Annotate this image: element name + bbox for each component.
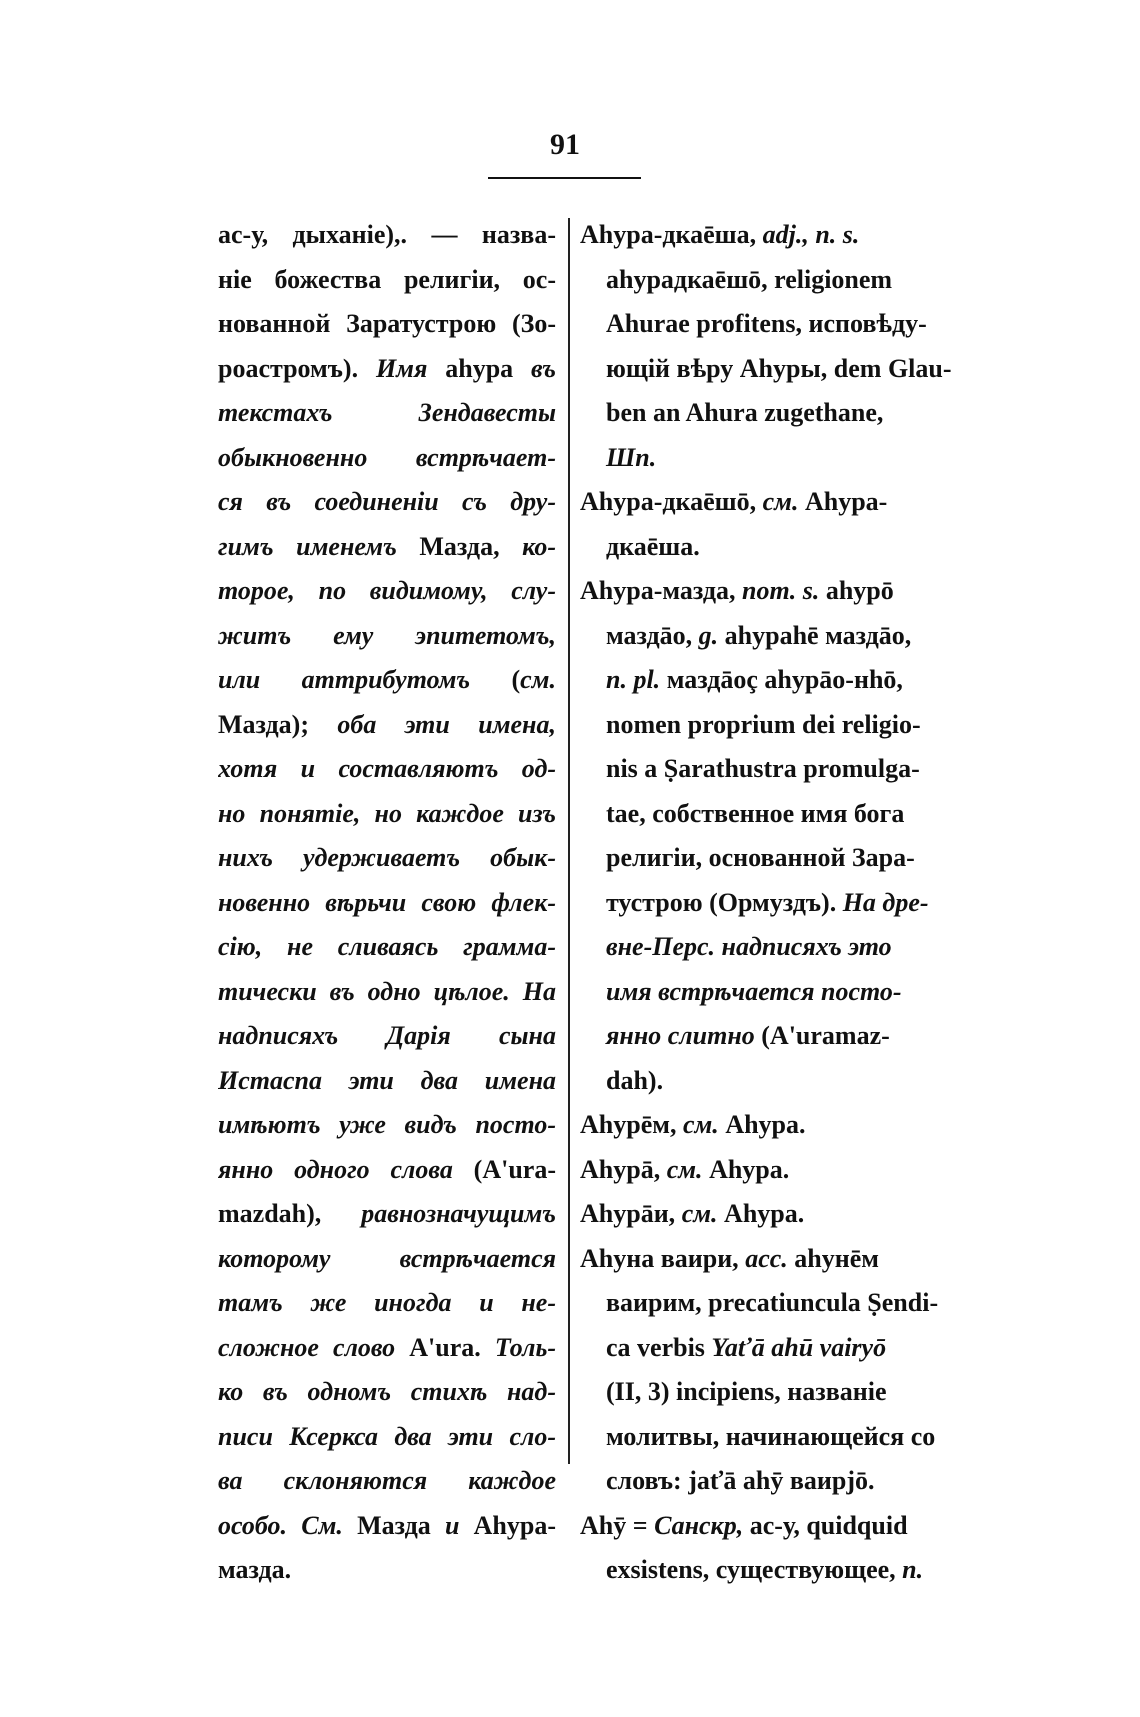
text-span: янно слитно	[606, 1021, 755, 1050]
text-span: имя встрѣчается посто-	[606, 976, 902, 1006]
text-span: nis a Ṣarathustra promulga-	[606, 754, 920, 783]
left-text-line	[218, 881, 556, 926]
text-span: роастромъ).	[218, 353, 376, 383]
text-span: см.	[681, 1199, 718, 1228]
text-span: аhураhē маздāо,	[718, 620, 912, 650]
entry-continuation-line	[580, 1281, 952, 1326]
left-text-line	[218, 213, 556, 258]
text-span: сію, не сливаясь грамма-	[218, 932, 556, 961]
entry-continuation-line	[580, 1415, 952, 1460]
text-span: тически въ одно цѣлое. На	[218, 976, 556, 1006]
text-span: ca verbis	[606, 1332, 712, 1362]
text-span: Имя	[375, 353, 428, 383]
text-span: Мазда	[342, 1510, 445, 1540]
right-column	[580, 213, 952, 1593]
text-span: mazdah),	[218, 1199, 362, 1228]
text-span: равнозначущимъ	[361, 1199, 556, 1228]
entry-headword-line	[580, 213, 952, 258]
left-text-line	[218, 792, 556, 837]
text-span: Мазда);	[218, 709, 338, 739]
text-span: маздāоç аhурāо-нhō,	[660, 665, 903, 694]
text-span: см.	[682, 1110, 719, 1139]
left-text-line	[218, 1548, 556, 1593]
entry-continuation-line	[580, 1459, 952, 1504]
text-span: аhурадкаēшō, religionem	[606, 264, 893, 294]
entry-headword-line	[580, 1504, 952, 1549]
left-text-line	[218, 970, 556, 1015]
text-span: словъ: jаťā аhӯ ваирjō.	[606, 1466, 875, 1495]
text-span: exsistens, существующее,	[606, 1555, 903, 1584]
left-text-line	[218, 391, 556, 436]
entry-continuation-line	[580, 1548, 952, 1593]
text-span: (	[470, 665, 521, 694]
text-span: оба эти имена,	[337, 709, 556, 739]
left-text-line	[218, 436, 556, 481]
text-span: особо. См.	[218, 1510, 343, 1540]
text-span: acc.	[745, 1243, 788, 1273]
text-span: янно одного слова	[218, 1154, 453, 1184]
entry-continuation-line	[580, 258, 952, 303]
text-span: аhунēм	[787, 1243, 879, 1273]
text-span: Аhурā,	[580, 1154, 667, 1184]
text-span: Аhурēм,	[580, 1110, 683, 1139]
entry-continuation-line	[580, 1370, 952, 1415]
left-text-line	[218, 1237, 556, 1282]
text-span: торое, по видимому, слу-	[218, 576, 556, 605]
text-span: (II, 3) incipiens, названіе	[606, 1377, 887, 1406]
left-text-line	[218, 925, 556, 970]
text-span: ben an Ahura zugethane,	[606, 398, 884, 427]
entry-continuation-line	[580, 1326, 952, 1371]
text-span: Мазда,	[396, 531, 523, 561]
text-span: ко въ одномъ стихѣ над-	[218, 1377, 556, 1406]
entry-continuation-line	[580, 391, 952, 436]
left-text-line	[218, 614, 556, 659]
left-text-line	[218, 1192, 556, 1237]
text-span: но понятіе, но каждое изъ	[218, 798, 556, 828]
text-span: Аhура.	[718, 1110, 806, 1139]
text-span: сложное слово	[218, 1332, 396, 1362]
page-number: 91	[550, 128, 580, 161]
entry-continuation-line	[580, 658, 952, 703]
text-span: надписяхъ Дарія сына	[218, 1021, 556, 1050]
left-text-line	[218, 1415, 556, 1460]
left-text-line	[218, 703, 556, 748]
entry-continuation-line	[580, 347, 952, 392]
left-text-line	[218, 1014, 556, 1059]
left-text-line	[218, 1326, 556, 1371]
entry-headword-line	[580, 569, 952, 614]
text-span: dah).	[606, 1065, 664, 1095]
entry-headword-line	[580, 1192, 952, 1237]
text-span: tae, собственное имя бога	[606, 798, 905, 828]
text-span: A'ura.	[395, 1332, 495, 1362]
text-span: Аhӯ =	[580, 1510, 655, 1540]
entry-continuation-line	[580, 436, 952, 481]
text-span: Аhура-	[459, 1510, 556, 1540]
text-span: Шп.	[606, 442, 657, 472]
text-span: Аhура-мазда,	[580, 576, 743, 605]
text-span: ас-у, quidquid	[743, 1510, 908, 1540]
left-text-line	[218, 1504, 556, 1549]
text-span: тамъ же иногда и не-	[218, 1288, 556, 1317]
left-text-line	[218, 480, 556, 525]
text-span: ваирим, precatiuncula Ṣendi-	[606, 1288, 939, 1317]
entry-continuation-line	[580, 302, 952, 347]
text-span: житъ ему эпитетомъ,	[218, 620, 556, 650]
left-text-line	[218, 747, 556, 792]
text-span: ющій вѣру Аhуры, dem Glau-	[606, 353, 952, 383]
text-span: (A'uramaz-	[754, 1021, 890, 1050]
text-span: Аhура.	[702, 1154, 790, 1184]
text-span: adj., n. s.	[762, 220, 860, 249]
text-span: Аhура-	[798, 487, 888, 516]
text-span: см.	[520, 665, 556, 694]
text-span: гимъ именемъ	[218, 531, 397, 561]
text-span: аhура	[427, 353, 532, 383]
text-span: g.	[698, 620, 719, 650]
text-span: текстахъ Зендавесты	[218, 398, 556, 427]
text-span: религіи, основанной Зара-	[606, 843, 915, 872]
text-span: ко-	[522, 531, 556, 561]
entry-headword-line	[580, 480, 952, 525]
entry-continuation-line	[580, 703, 952, 748]
text-span: нихъ удерживаетъ обык-	[218, 843, 556, 872]
text-span: Ahurae profitens, исповѣду-	[606, 309, 927, 338]
text-span: ся въ соединеніи съ дру-	[218, 487, 556, 516]
text-span: ніе божества религіи, ос-	[218, 264, 556, 294]
text-span: n.	[902, 1555, 924, 1584]
entry-continuation-line	[580, 925, 952, 970]
entry-continuation-line	[580, 525, 952, 570]
left-text-line	[218, 525, 556, 570]
left-text-line	[218, 347, 556, 392]
text-span: дкаēша.	[606, 531, 700, 561]
text-span: молитвы, начинающейся со	[606, 1421, 936, 1451]
entry-headword-line	[580, 1103, 952, 1148]
left-text-line	[218, 569, 556, 614]
left-text-line	[218, 1103, 556, 1148]
text-span: имѣютъ уже видъ посто-	[218, 1110, 556, 1139]
text-span: Аhура-дкаēшō,	[580, 487, 763, 516]
left-text-line	[218, 1459, 556, 1504]
entry-continuation-line	[580, 792, 952, 837]
entry-continuation-line	[580, 614, 952, 659]
text-span: писи Ксеркса два эти сло-	[218, 1421, 556, 1451]
entry-headword-line	[580, 1148, 952, 1193]
entry-continuation-line	[580, 1014, 952, 1059]
column-divider	[568, 218, 570, 1464]
left-text-line	[218, 658, 556, 703]
entry-continuation-line	[580, 1059, 952, 1104]
left-text-line	[218, 302, 556, 347]
text-span: Аhуна ваири,	[580, 1243, 746, 1273]
text-span: и	[444, 1510, 460, 1540]
text-span: или аттрибутомъ	[218, 665, 471, 694]
text-span: хотя и составляютъ од-	[218, 754, 556, 783]
text-span: мазда.	[218, 1555, 292, 1584]
text-span: см.	[762, 487, 799, 516]
text-span: nom. s.	[742, 576, 820, 605]
text-span: Санскр,	[654, 1510, 744, 1540]
text-span: которому встрѣчается	[218, 1243, 556, 1273]
entry-continuation-line	[580, 970, 952, 1015]
text-span: n. pl.	[606, 665, 661, 694]
left-text-line	[218, 1059, 556, 1104]
text-span: тустрою (Ормуздъ).	[606, 887, 843, 917]
text-span: Истаспа эти два имена	[218, 1065, 556, 1095]
entry-headword-line	[580, 1237, 952, 1282]
entry-continuation-line	[580, 747, 952, 792]
text-span: см.	[666, 1154, 703, 1184]
text-span: ва склоняются каждое	[218, 1466, 556, 1495]
text-span: вне-Перс. надписяхъ это	[606, 932, 892, 961]
text-span: (A'ura-	[452, 1154, 556, 1184]
text-span: Yaťā ahū vairyō	[711, 1332, 887, 1362]
left-text-line	[218, 1281, 556, 1326]
text-span: обыкновенно встрѣчает-	[218, 442, 556, 472]
left-text-line	[218, 258, 556, 303]
text-span: Аhурāи,	[580, 1199, 682, 1228]
text-span: въ	[531, 353, 556, 383]
text-span: ас-у, дыханіе),. — назва-	[218, 220, 556, 249]
text-span: аhурō	[819, 576, 894, 605]
left-text-line	[218, 1148, 556, 1193]
entry-continuation-line	[580, 881, 952, 926]
left-column	[218, 213, 556, 1593]
text-span: Аhура-дкаēша,	[580, 220, 763, 249]
text-span: новенно вѣрьчи свою флек-	[218, 887, 556, 917]
header-rule	[488, 177, 641, 179]
entry-continuation-line	[580, 836, 952, 881]
text-span: На дре-	[842, 887, 929, 917]
text-span: Аhура.	[717, 1199, 805, 1228]
text-span: нованной Заратустрою (Зо-	[218, 309, 556, 338]
text-span: nomen proprium dei religio-	[606, 709, 921, 739]
left-text-line	[218, 1370, 556, 1415]
text-span: Толь-	[494, 1332, 556, 1362]
text-span: маздāо,	[606, 620, 699, 650]
left-text-line	[218, 836, 556, 881]
